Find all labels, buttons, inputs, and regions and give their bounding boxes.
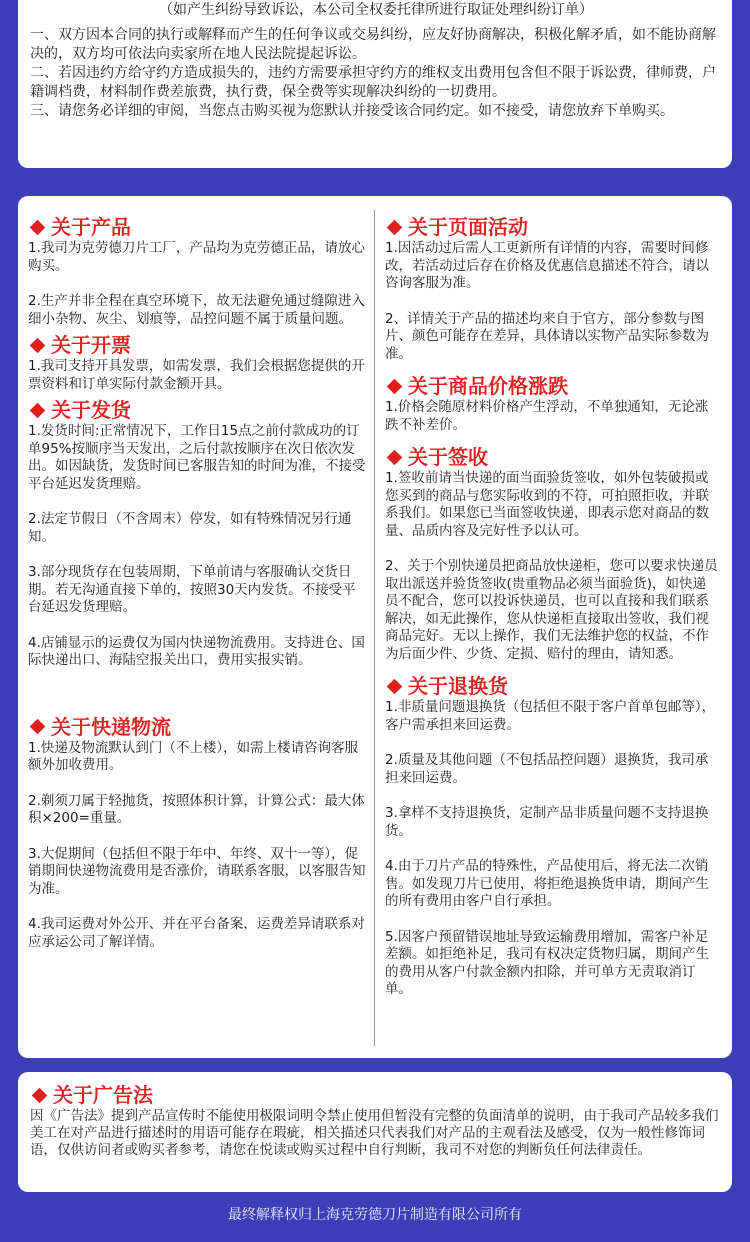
- contract-terms-card: [18, 0, 732, 168]
- activity-text-2: 2、详情关于产品的描述均来自于官方，部分参数与图片、颜色可能存在差异，具体请以实物产品实际参数为准。: [385, 310, 709, 362]
- diamond-bullet-icon: [30, 719, 46, 735]
- return-text-4: 4.由于刀片产品的特殊性，产品使用后，将无法二次销售。如发现刀片已使用，将拒绝退换货申请，期间产生的所有费用由客户自行承担。: [385, 858, 709, 909]
- logistics-text-1: 1.快递及物流默认到门（不上楼），如需上楼请咨询客服额外加收费用。: [28, 739, 359, 773]
- return-text-3: 3.拿样不支持退换货，定制产品非质量问题不支持退换货。: [385, 805, 709, 839]
- policy-column-right: [385, 214, 718, 999]
- return-text-5: 5.因客户预留错误地址导致运输费用增加，需客户补足差额。如拒绝补足，我司有权决定货物归属，期间产生的费用从客户付款金额内扣除，并可单方无责取消订单。: [385, 928, 709, 997]
- section-title-invoice: 关于开票: [28, 332, 368, 358]
- activity-text-1: 1.因活动过后需人工更新所有详情的内容，需要时间修改，若活动过后存在价格及优惠信息描述不符合，请以咨询客服为准。: [385, 240, 709, 291]
- policy-column-left: [28, 214, 368, 951]
- invoice-text-1: 1.我司支持开具发票，如需发票，我们会根据您提供的开票资料和订单实际付款金额开具。: [28, 358, 365, 392]
- return-text-1: 1.非质量问题退换货（包括但不限于客户首单包邮等），客户需承担来回运费。: [385, 699, 716, 733]
- terms-paragraph-3: 三、请您务必详细的审阅，当您点击购买视为您默认并接受该合同约定。如不接受，请您放弃下单购买。: [30, 103, 674, 119]
- diamond-bullet-icon: [387, 219, 403, 235]
- price-text-1: 1.价格会随原材料价格产生浮动，不单独通知，无论涨跌不补差价。: [385, 399, 709, 433]
- section-title-logistics: 关于快递物流: [28, 714, 368, 740]
- column-divider: [374, 210, 375, 1046]
- diamond-bullet-icon: [387, 678, 403, 694]
- footer-copyright: 最终解释权归上海克劳德刀片制造有限公司所有: [228, 1207, 522, 1223]
- logistics-text-2: 2.剃须刀属于轻抛货，按照体积计算，计算公式：最大体积×200=重量。: [28, 792, 365, 826]
- sign-text-1: 1.签收前请当快递的面当面验货签收，如外包装破损或您买到的商品与您实际收到的不符，可拍照拒收，并联系我们。如果您已当面签收快递，即表示您对商品的数量、品质内容及完好性予以认可。: [385, 470, 709, 539]
- product-text-1: 1.我司为克劳德刀片工厂，产品均为克劳德正品，请放心购买。: [28, 240, 365, 274]
- logistics-text-3: 3.大促期间（包括但不限于年中、年终、双十一等），促销期间快递物流费用是否涨价，请联系客服，以客服告知为准。: [28, 845, 366, 897]
- section-title-activity: 关于页面活动: [385, 214, 718, 240]
- terms-paragraph-2: 二、若因违约方给守约方造成损失的，违约方需要承担守约方的维权支出费用包含但不限于诉讼费，律师费，户籍调档费，材料制作费差旅费，执行费，保全费等实现解决纠纷的一切费用。: [30, 65, 716, 100]
- section-title-sign: 关于签收: [385, 444, 718, 470]
- diamond-bullet-icon: [387, 449, 403, 465]
- return-text-2: 2.质量及其他问题（不包括品控问题）退换货，我司承担来回运费。: [385, 752, 709, 786]
- section-title-price: 关于商品价格涨跌: [385, 373, 718, 399]
- section-title-return: 关于退换货: [385, 673, 718, 699]
- section-title-shipping: 关于发货: [28, 397, 368, 423]
- shipping-text-1: 1.发货时间:正常情况下，工作日15点之前付款成功的订单95%按顺序当天发出，之后付款按顺序在次日依次发出。如因缺货，发货时间已客服告知的时间为准，不接受平台延迟发货理赔。: [28, 423, 366, 492]
- diamond-bullet-icon: [387, 378, 403, 394]
- logistics-text-4: 4.我司运费对外公开、并在平台备案，运费差异请联系对应承运公司了解详情。: [28, 916, 365, 950]
- ad-law-card: [18, 1072, 732, 1192]
- section-title-product: 关于产品: [28, 214, 368, 240]
- shipping-text-2: 2.法定节假日（不含周末）停发，如有特殊情况另行通知。: [28, 511, 352, 545]
- shipping-text-4: 4.店铺显示的运费仅为国内快递物流费用。支持进仓、国际快递出口、海陆空报关出口，费用实报实销。: [28, 634, 365, 668]
- section-title-ad-law: 关于广告法: [30, 1082, 722, 1108]
- ad-law-text: 因《广告法》提到产品宣传时不能使用极限词明令禁止使用但暂没有完整的负面清单的说明，由于我司产品较多我们美工在对产品进行描述时的用语可能存在瑕疵，相关描述只代表我们对产品的主观看法及感受，仅为一般性修饰词语，仅供访问者或购买者参考，请您在悦读或购买过程中自行判断，我司不对您的判断负任何法律责任。: [30, 1108, 719, 1158]
- terms-paragraph-1: 一、双方因本合同的执行或解释而产生的任何争议或交易纠纷，应友好协商解决，积极化解矛盾，如不能协商解决的，双方均可依法向卖家所在地人民法院提起诉讼。: [30, 27, 716, 62]
- diamond-bullet-icon: [32, 1087, 48, 1103]
- diamond-bullet-icon: [30, 402, 46, 418]
- store-policy-card: [18, 196, 732, 1058]
- sign-text-2: 2、关于个别快递员把商品放快递柜，您可以要求快递员取出派送并验货签收(贵重物品必须当面验货)，如快递员不配合，您可以投诉快递员，也可以直接和我们联系解决，如无此操作，您从快递柜直接取出签收，我们视商品完好。无以上操作，我们无法维护您的权益，不作为后面少件、少货、定损、赔付的理由，请知悉。: [385, 558, 718, 662]
- product-text-2: 2.生产并非全程在真空环境下，故无法避免通过缝隙进入细小杂物、灰尘、划痕等，品控问题不属于质量问题。: [28, 293, 365, 327]
- diamond-bullet-icon: [30, 219, 46, 235]
- dispute-notice: （如产生纠纷导致诉讼，本公司全权委托律所进行取证处理纠纷订单）: [159, 2, 593, 18]
- shipping-text-3: 3.部分现货存在包装周期，下单前请与客服确认交货日期。若无沟通直接下单的，按照30天内发货。不接受平台延迟发货理赔。: [28, 564, 356, 615]
- diamond-bullet-icon: [30, 337, 46, 353]
